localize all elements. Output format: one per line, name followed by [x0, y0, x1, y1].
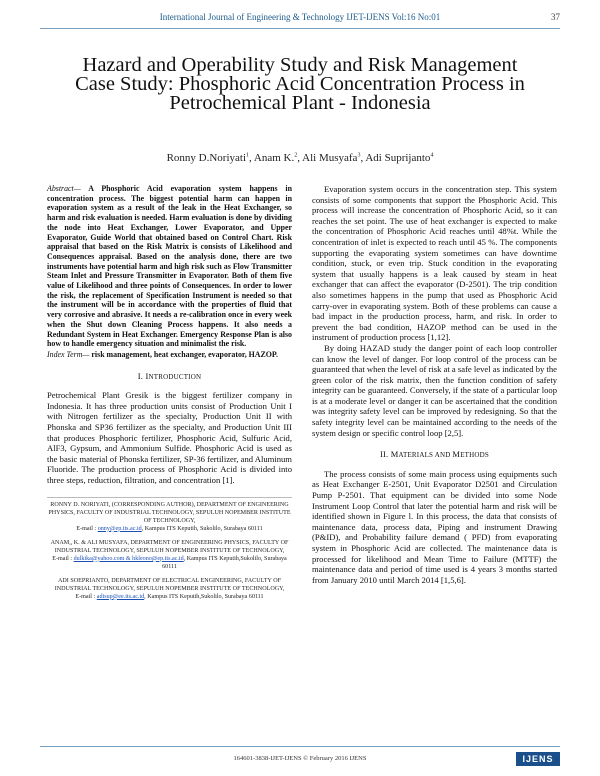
section-heading-introduction: I. INTRODUCTION — [137, 370, 202, 381]
body-paragraph: By doing HAZAD study the danger point of each loop controller can know the level of danger. For loop control of the process can be guaranteed that when the level of risk at a safe level as indicated by the green color of the risk matrix, then the function condition of safety integrity can be guaranteed. Conversely, if the state of a particular loop is at a moderate level or danger it can be ascertained that the condition was integrity safety level can be improved by redesigning. So that the safety integrity level can be maintained according to the needs of the system design or specific control loop [2,5]. — [312, 342, 557, 438]
header-rule — [40, 28, 560, 29]
running-header — [40, 12, 560, 26]
page-footer — [40, 752, 560, 770]
index-terms: Index Term— risk management, heat exchanger, evaporator, HAZOP. — [47, 349, 278, 359]
journal-name: International Journal of Engineering & Technology IJET-IJENS Vol:16 No:01 — [159, 12, 441, 22]
page-number: 37 — [551, 12, 560, 22]
footnote-author-2: ANAM,, K. & ALI MUSYAFA, DEPARTMENT OF ENGINEERING PHYSICS, FACULTY OF INDUSTRIAL TECHNOLOGY, SEPULUH NOPEMBER INSTITUTE OF TECHNOLOGY, E-mail : dulkika@yahoo.com & hkleono@ep.its.ac.id, Kampus ITS Keputih,Sukolilo, Surabaya 60111 — [50, 539, 289, 570]
email-link[interactable]: dulkika@yahoo.com & hkleono@ep.its.ac.id — [73, 555, 184, 562]
section-heading-materials-methods: II. MATERIALS AND METHODS — [380, 449, 489, 460]
author-list: Ronny D.Noriyati$^1$, Anam K.$^2$, Ali Musyafa$^3$, Adi Suprijanto$^4$ — [166, 152, 434, 164]
author-1: Ronny D.Noriyati — [166, 152, 247, 164]
author-4: , Adi Suprijanto — [360, 152, 431, 164]
footnote-author-3: ADI SOEPRIANTO, DEPARTMENT OF ELECTRICAL ENGINEERING, FACULTY OF INDUSTRIAL TECHNOLOGY, SEPULUH NOPEMBER INSTITUTE OF TECHNOLOGY, E-mail : adisup@ee.its.ac.id, Kampus ITS Keputih,Sukolilo, Surabaya 60111 — [54, 577, 285, 600]
right-column — [312, 184, 557, 585]
author-3: , Ali Musyafa — [297, 152, 358, 164]
ijens-logo: IJENS — [516, 752, 560, 766]
footer-rule — [40, 746, 560, 747]
paper-title: Hazard and Operability Study and Risk Management Case Study: Phosphoric Acid Concentration Process in Petrochemical Plant - Indonesia — [75, 54, 525, 114]
author-footnotes — [47, 497, 292, 601]
body-paragraph: The process consists of some main process using equipments such as Heat Exchanger E-2501, Unit Evaporator D2501 and Circulation Pump P-2501. That equipment can be divided into some Node Instrument Loop Control that later the potential harm and risk will be identified shown in Figure l. In this process, the data that consists of maintenance data, process data, Piping and instrument Drawing (P&ID), and Probability failure demand ( PFD) from evaporating system in Phosphoric Acid are collected. The maintenance data is processed for likelihood and Mean Time to Failure (MTTF) the maintenance data and period of time used is 4 years 3 months started from January 2010 until March 2014 [1,5,6]. — [312, 468, 557, 585]
introduction-paragraph: Petrochemical Plant Gresik is the biggest fertilizer company in Indonesia. It has three production units consist of Production Unit I with Nitrogen fertilizer as the specialty, Production Unit II with Phonska and SP36 fertilizer as the specialty, and Production Unit III that produces Phosphoric fertilizer, Phosphoric Acid, Sulfuric Acid, AlF3, Gypsum, and Ammonium Sulfide. Phosphoric Acid is used as the basic material of Phonska fertilizer, SP-36 fertilizer, and Aluminum Fluoride. The production process of Phosphoric Acid is divided into three steps, reduction, filtration, and concentration [1]. — [47, 390, 292, 485]
email-link[interactable]: onny@ep.its.ac.id — [97, 525, 142, 532]
author-2: , Anam K. — [249, 152, 295, 164]
abstract: Abstract— A Phosphoric Acid evaporation system happens in concentration process. The biggest potential harm can happen in evaporation system as a result of the leak in the Heat Exchanger, so harm and risk evaluation is needed. Harm evaluation is done by dividing the node into Heat Exchanger, Lower Evaporator, and Upper Evaporator, Guide World that obtained based on Control Chart. Risk appraisal that based on the Risk Matrix is consists of Likelihood and Consequences appraisal. Based on the analysis done, there are two instruments have potential harm and high risk such as Flow Transmitter Steam Inlet and Pressure Transmitter in Evaporator. Both of them five value of Likelihood and three points of Consequences. In order to lower the risk, the replacement of Specification Instrument is needed so that the instrument will be in accordance with the properties of fluid that very corrosive and abrasive. It needs a re-calibration once in every week when the Shut down Cleaning Process happens. It also needs a Redundant System in Heat Exchanger. Emergency Response Plan is also how to handle emergency situation and minimalist the risk. — [47, 184, 292, 349]
body-paragraph: Evaporation system occurs in the concentration step. This system consists of some components that support the Phosphoric Acid. This process will increase the concentration of Phosphoric Acid, so it can reaches the set point. The use of heat exchanger is expected to make the concentration of Phosphoric Acid reaches until 48%t. While the concentration of inlet is expected to reach until 45 %. The components supporting the evaporating system sometimes can have downtime condition, stuck, or even trip. Stuck condition in the evaporating system that usually happens is a leak caused by steam in heat exchanger that can affect the evaporator (D-2501). The trip condition also sometimes happens in the pump that used as Phosphoric Acid carry-over in evaporating system. Both of these problems can cause a bad impact in the production process, harm, and risk. In order to prevent the bad condition, HAZOP method can be used in the instrument of production process [1,12]. — [312, 184, 557, 343]
left-column — [47, 184, 292, 607]
footnote-author-1: RONNY D. NORIYATI, (CORRESPONDING AUTHOR), DEPARTMENT OF ENGINEERING PHYSICS, FACULTY OF INDUSTRIAL TECHNOLOGY, SEPULUH NOPEMBER INSTITUTE OF TECHNOLOGY, E-mail : onny@ep.its.ac.id, Kampus ITS Keputih, Sukolilo, Surabaya 60111 — [48, 501, 291, 532]
copyright-notice: 164601-3838-IJET-IJENS © February 2016 IJENS — [233, 755, 367, 762]
email-link[interactable]: adisup@ee.its.ac.id — [96, 593, 145, 600]
